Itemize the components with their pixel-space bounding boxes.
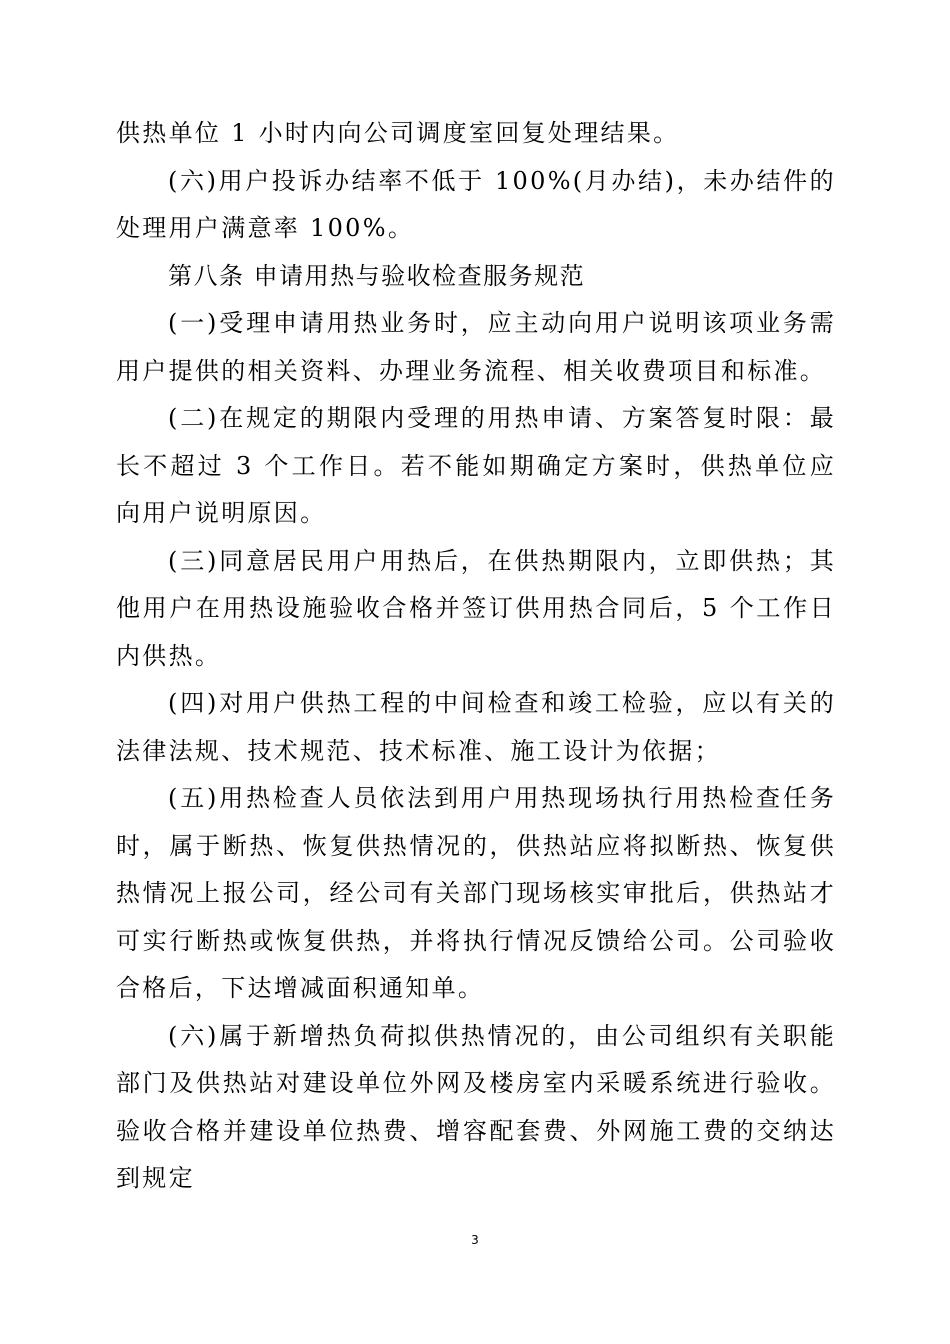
document-body bbox=[116, 110, 836, 1203]
paragraph-item-1: (一)受理申请用热业务时，应主动向用户说明该项业务需用户提供的相关资料、办理业务流程、相关收费项目和标准。 bbox=[116, 309, 836, 385]
paragraph-item-6-new-load: (六)属于新增热负荷拟供热情况的，由公司组织有关职能部门及供热站对建设单位外网及楼房室内采暖系统进行验收。验收合格并建设单位热费、增容配套费、外网施工费的交纳达到规定 bbox=[116, 1021, 836, 1192]
paragraph-item-6-complaint-rate: (六)用户投诉办结率不低于 100%(月办结)，未办结件的处理用户满意率 100%。 bbox=[116, 166, 836, 242]
paragraph-item-5: (五)用热检查人员依法到用户用热现场执行用热检查任务时，属于断热、恢复供热情况的，供热站应将拟断热、恢复供热情况上报公司，经公司有关部门现场核实审批后，供热站才可实行断热或恢复供热，并将执行情况反馈给公司。公司验收合格后，下达增减面积通知单。 bbox=[116, 784, 836, 1002]
paragraph-continuation: 供热单位 1 小时内向公司调度室回复处理结果。 bbox=[116, 119, 680, 147]
paragraph-item-4: (四)对用户供热工程的中间检查和竣工检验，应以有关的法律法规、技术规范、技术标准、施工设计为依据； bbox=[116, 689, 836, 765]
paragraph-item-3: (三)同意居民用户用热后，在供热期限内，立即供热；其他用户在用热设施验收合格并签订供用热合同后，5 个工作日内供热。 bbox=[116, 546, 836, 670]
article-8-heading: 第八条 申请用热与验收检查服务规范 bbox=[168, 261, 586, 290]
paragraph-item-2: (二)在规定的期限内受理的用热申请、方案答复时限：最长不超过 3 个工作日。若不能如期确定方案时，供热单位应向用户说明原因。 bbox=[116, 404, 836, 527]
page-number: 3 bbox=[471, 1233, 479, 1247]
